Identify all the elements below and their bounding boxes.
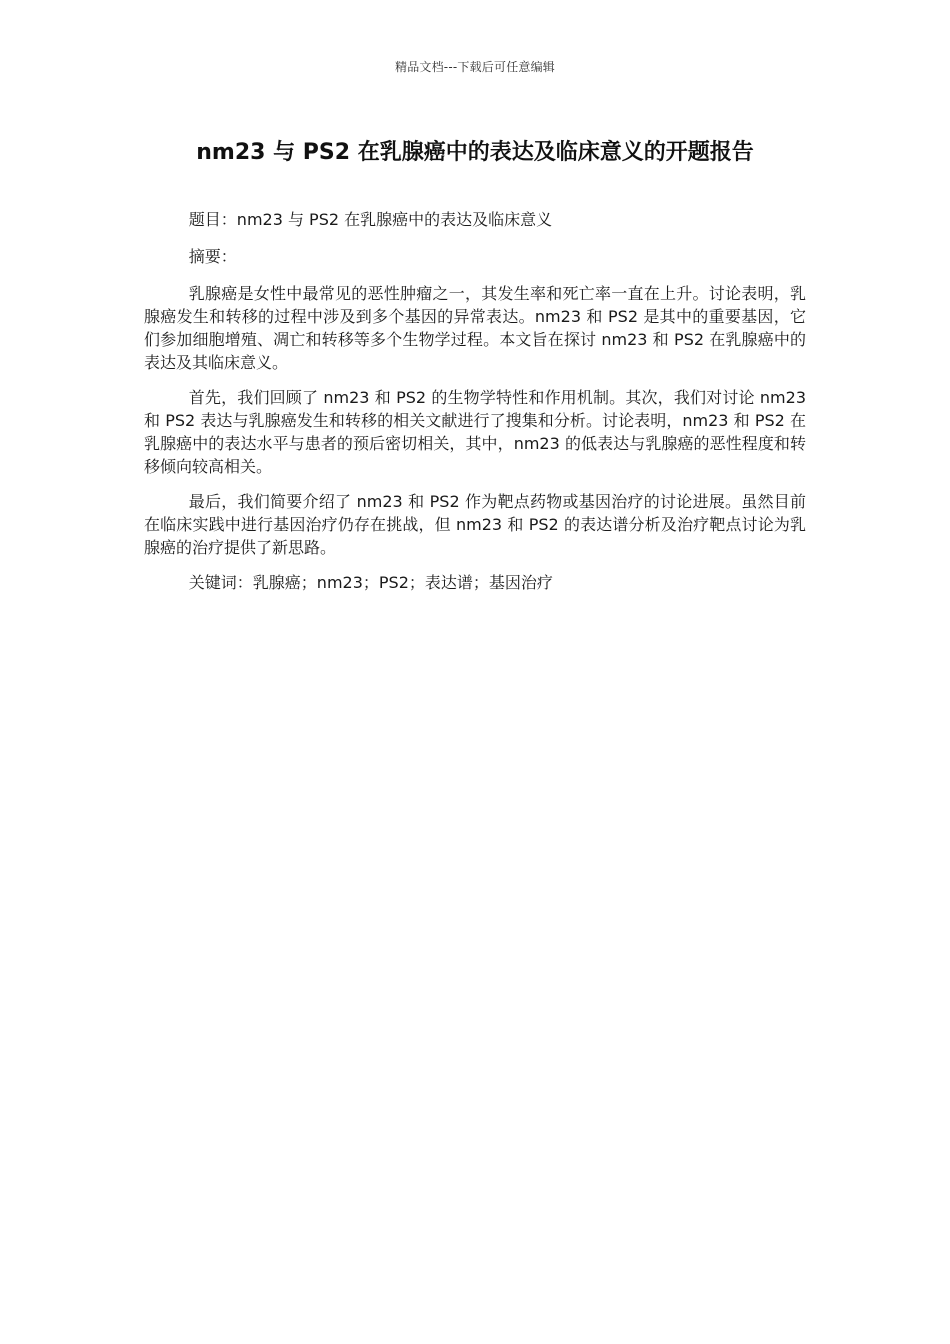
subject-line: 题目：nm23 与 PS2 在乳腺癌中的表达及临床意义 <box>188 210 553 229</box>
abstract-label: 摘要： <box>188 247 237 266</box>
document-title: nm23 与 PS2 在乳腺癌中的表达及临床意义的开题报告 <box>196 140 754 165</box>
document-body <box>144 208 806 606</box>
abstract-paragraph-2: 首先，我们回顾了 nm23 和 PS2 的生物学特性和作用机制。其次，我们对讨论 nm23 和 PS2 表达与乳腺癌发生和转移的相关文献进行了搜集和分析。讨论表明，nm23 和 PS2 在乳腺癌中的表达水平与患者的预后密切相关，其中，nm23 的低表达与乳腺癌的恶性程度和转移倾向较高相关。 <box>144 388 806 476</box>
header-note: 精品文档---下载后可任意编辑 <box>395 60 555 74</box>
abstract-paragraph-3: 最后，我们简要介绍了 nm23 和 PS2 作为靶点药物或基因治疗的讨论进展。虽然目前在临床实践中进行基因治疗仍存在挑战，但 nm23 和 PS2 的表达谱分析及治疗靶点讨论为乳腺癌的治疗提供了新思路。 <box>144 492 806 557</box>
keywords-line: 关键词：乳腺癌；nm23；PS2；表达谱；基因治疗 <box>188 573 553 592</box>
abstract-paragraph-1: 乳腺癌是女性中最常见的恶性肿瘤之一，其发生率和死亡率一直在上升。讨论表明，乳腺癌发生和转移的过程中涉及到多个基因的异常表达。nm23 和 PS2 是其中的重要基因，它们参加细胞增殖、凋亡和转移等多个生物学过程。本文旨在探讨 nm23 和 PS2 在乳腺癌中的表达及其临床意义。 <box>144 284 806 372</box>
